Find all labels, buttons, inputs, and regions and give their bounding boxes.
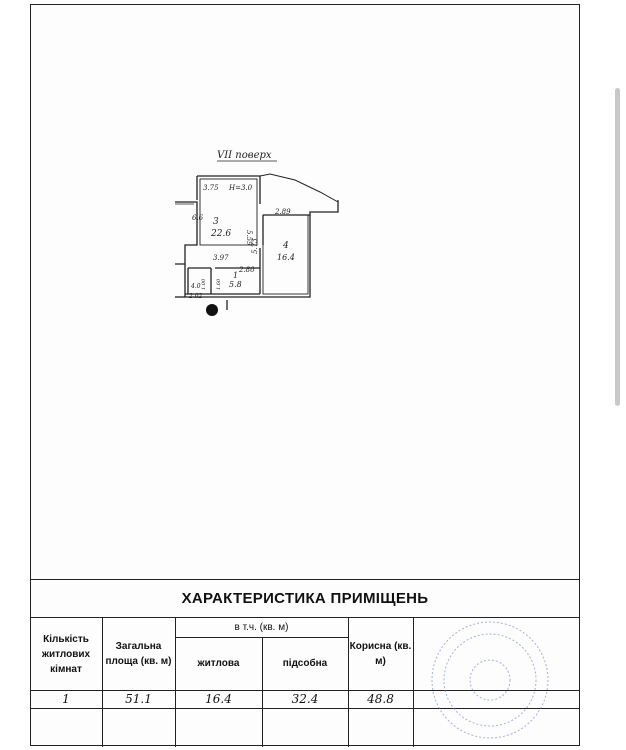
room-area: 5.8 <box>229 280 242 289</box>
dim-label: 3.75 <box>203 184 219 192</box>
header-living: житлова <box>197 658 240 669</box>
dim-label: 2.89 <box>275 208 291 216</box>
header-incl: в т.ч. (кв. м) <box>234 622 289 633</box>
header-auxiliary: підсобна <box>282 658 328 669</box>
value-total-area: 51.1 <box>125 691 152 706</box>
entrance-marker <box>206 304 218 316</box>
dim-label: 6.6 <box>192 214 204 222</box>
dim-label: 2.02 <box>189 293 203 300</box>
dim-label: 1.00 <box>201 278 207 290</box>
dim-label: 5.59 <box>245 230 253 246</box>
table-title: ХАРАКТЕРИСТИКА ПРИМІЩЕНЬ <box>30 580 580 618</box>
value-rooms-count: 1 <box>62 691 70 706</box>
header-total-area: Загальна площа (кв. м) <box>105 641 172 667</box>
value-living: 16.4 <box>205 691 232 706</box>
room-area: 16.4 <box>277 253 295 262</box>
room-number: 4 <box>283 241 289 251</box>
floor-plan <box>155 140 365 330</box>
room-number: 3 <box>213 217 219 227</box>
dim-label: 3.97 <box>213 254 229 262</box>
floor-label: VII поверх <box>217 150 272 161</box>
room-number: 1 <box>233 271 239 280</box>
stamp-seal <box>420 615 560 745</box>
header-rooms-count: Кількість житлових кімнат <box>41 633 91 675</box>
dim-label: 5.73 <box>251 238 259 254</box>
value-useful: 48.8 <box>367 691 394 706</box>
header-useful: Корисна (кв. м) <box>349 641 412 667</box>
dim-label: H=3.0 <box>229 184 253 192</box>
room-area: 22.6 <box>211 229 232 239</box>
scrollbar[interactable] <box>615 88 620 406</box>
dim-label: 2.80 <box>239 266 255 274</box>
dim-label: 4.0 <box>191 283 201 290</box>
value-auxiliary: 32.4 <box>291 691 319 706</box>
dim-label: 1.60 <box>216 278 222 290</box>
